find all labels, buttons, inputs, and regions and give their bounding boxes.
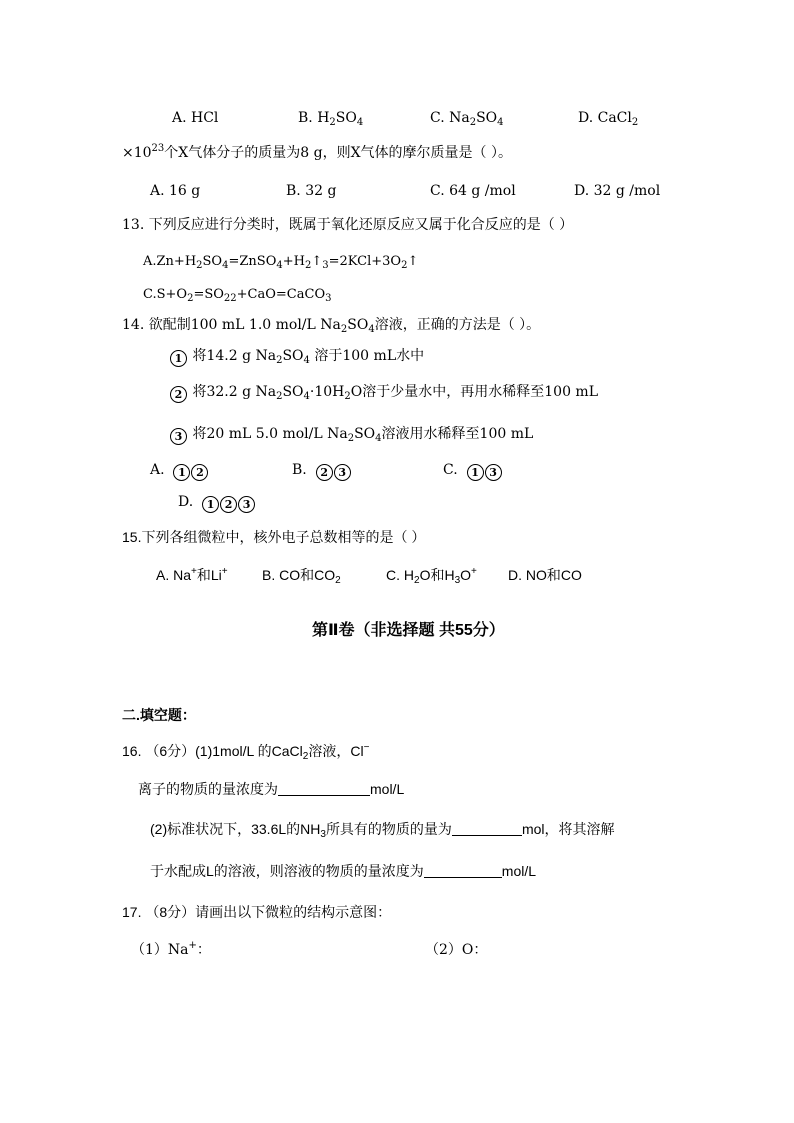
q14-option-b: B. 2 3 (292, 461, 352, 481)
circled-number-1: 1 (170, 350, 187, 367)
option-c-na2so4: C. $Na_2SO_4$ (430, 110, 504, 128)
q17-stem: 17. （8分）请画出以下微粒的结构示意图： (122, 904, 392, 920)
q14-option-c: C. 1 3 (443, 461, 503, 481)
q12-stem: $\times 10^{23}$个X气体分子的质量为8 g，则X气体的摩尔质量是（ ）。 (122, 143, 512, 161)
q15-option-a: A. Na+和Li+ (156, 566, 228, 583)
answer-blank-2[interactable] (452, 821, 522, 836)
q14-item-1: 1 将14.2 g $Na_2SO_4$ 溶于100 mL水中 (170, 347, 424, 367)
q14-option-a: A. 1 2 (150, 461, 209, 481)
answer-blank-1[interactable] (278, 781, 370, 796)
q16-part2-line1: (2)标准状况下，33.6L的$NH_3$所具有的物质的量为 mol，将其溶解 (150, 821, 615, 840)
q17-item-2: （2）O： (425, 942, 488, 958)
q12-option-d: D. 32 g /mol (574, 183, 661, 199)
q16-line2: 离子的物质的量浓度为 mol/L (138, 781, 405, 797)
q16-part2-line2: 于水配成L的溶液，则溶液的物质的量浓度为 mol/L (150, 863, 537, 879)
q15-stem: 15.下列各组微粒中，核外电子总数相等的是（ ） (122, 529, 426, 545)
q14-item-3: 3 将20 mL 5.0 mol/L $Na_2SO_4$溶液用水稀释至100 mL (170, 425, 533, 445)
q14-item-2: 2 将32.2 g $Na_2SO_4\cdot 10H_2O$溶于少量水中，再用水稀释至100 mL (170, 383, 598, 403)
section-2-title: 第Ⅱ卷（非选择题 共55分） (312, 622, 505, 639)
q13-options-line1: $A.Zn+H_2SO_4=ZnSO_4+H_2↑_3=2KCl+3O_2↑$ (143, 254, 419, 271)
circled-number-3: 3 (170, 428, 187, 445)
q13-stem: 13. 下列反应进行分类时，既属于氧化还原反应又属于化合反应的是（ ） (122, 217, 574, 233)
fill-in-heading: 二.填空题： (122, 707, 196, 723)
q16-line1: 16. （6分）(1)1mol/L 的CaCl$_2$溶液，Cl− (122, 742, 370, 762)
q12-option-a: A. 16 g (150, 183, 201, 199)
q14-stem: 14. 欲配制100 mL 1.0 mol/L $Na_2SO_4$溶液，正确的方法是（ ）。 (122, 317, 541, 335)
answer-blank-3[interactable] (424, 863, 502, 878)
option-a-hcl: A. HCl (172, 110, 219, 126)
q13-options-line2: $C.S+O_2=SO_{22}+CaO=CaCO_3$ (143, 287, 332, 304)
circled-number-2: 2 (170, 386, 187, 403)
q12-option-b: B. 32 g (286, 183, 337, 199)
option-b-h2so4: B. $H_2SO_4$ (298, 110, 364, 128)
q14-option-d: D. 1 2 3 (178, 493, 256, 513)
q12-option-c: C. 64 g /mol (430, 183, 516, 199)
q15-option-b: B. CO和$CO_2$ (262, 567, 341, 586)
q15-option-c: C. $H_2O$和$H_3O^+$ (386, 566, 477, 586)
option-d-cacl2: D. CaCl$_2$ (578, 110, 639, 128)
q17-item-1: （1）Na+： (131, 940, 211, 958)
q15-option-d: D. NO和CO (508, 567, 582, 583)
